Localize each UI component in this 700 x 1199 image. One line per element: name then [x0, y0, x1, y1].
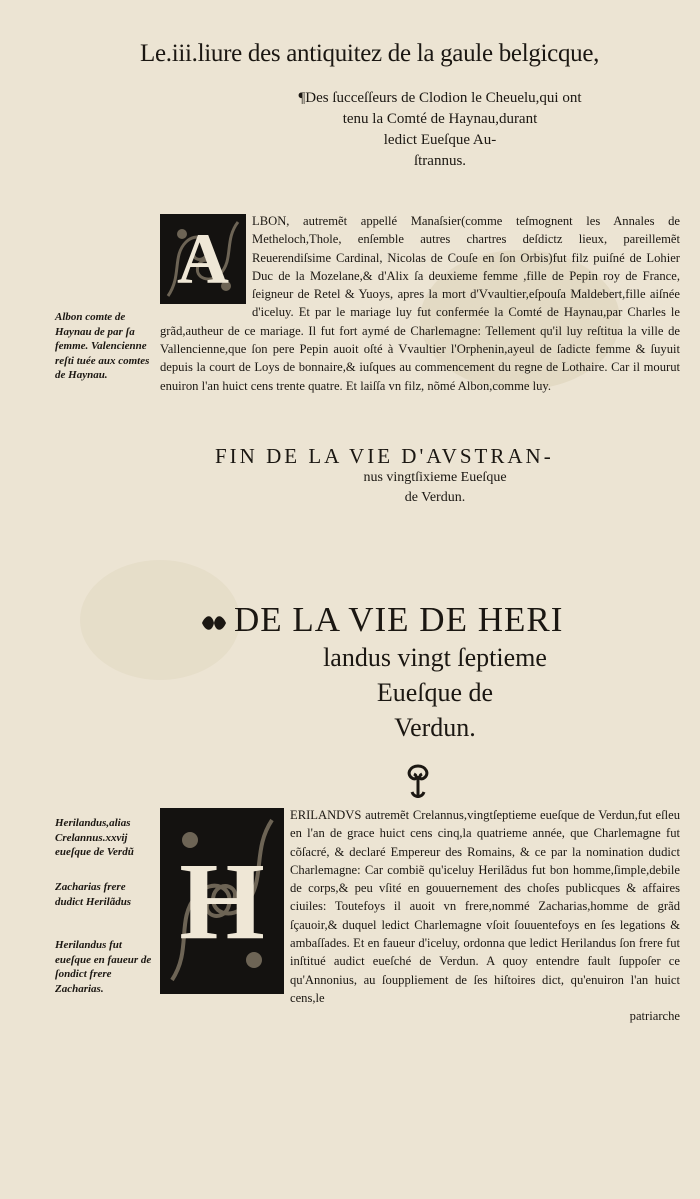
paragraph-herilandus: [160, 806, 680, 1026]
paragraph-albon: [160, 212, 680, 395]
subtitle-line: ledict Eueſque Au-: [383, 132, 497, 148]
chapter-title: [200, 600, 670, 745]
fin-heading: FIN DE LA VIE D'AVSTRAN-: [215, 444, 554, 468]
fin-subheading: [280, 468, 590, 508]
paragraph-text: LBON, autremẽt appellé Manaſsier(comme teſmognent les Annales de Metheloch,Thole, enſemble autres chartres deſdictz lieux, pareillemẽt Reuerendiſsime Cardinal, Nicolas de Couſe en ſon Orbis)fut filz puiſné de Lohier Duc de la Mozelane,& d'Alix ſa deuxieme femme ,fille de Pepin roy de France, ſeigneur de Retel & Yuoys, apres la mort d'Vvaultier,eſpouſa Maldebert,fille aiſnée d'iceluy. Et par le mariage luy fut confermée la Comté de Haynau,par Charles le grãd,autheur de ce mariage. Il fut fort aymé de Charlemagne: Tellement qu'il luy reſtitua la ville de Vallencienne,que ſon pere Pepin auoit oſté à Vvaultier l'Orphenin,ayeul de ſadicte femme & ſuyuit depuis la court de Loys de bonnaire,& iuſques au commencement du regne de Lothaire. Car il mourut enuiron l'an huict cens trente quatre. Et laiſſa vn filz, nõmé Albon,comme luy.: [160, 214, 680, 393]
decorated-initial-h: H: [160, 808, 284, 994]
subtitle-line: tenu la Comté de Haynau,durant: [342, 111, 538, 127]
subtitle-line: ſtrannus.: [413, 153, 467, 169]
decorated-initial-a: A: [160, 214, 246, 304]
fin-line: nus vingtſixieme Eueſque: [363, 470, 507, 485]
margin-note-albon: Albon comte de Haynau de par ſa femme. Valencienne reſti tuée aux comtes de Haynau.: [55, 311, 150, 381]
paragraph-text: ERILANDVS autremẽt Crelannus,vingtſeptieme eueſque de Verdun,fut eſleu en l'an de grace huict cens cinq,la quatrieme année, que Charlemagne fut cõſacré, & declaré Empereur des Romains, & ce par la nomination dudict Charlemagne: Car combiẽ qu'iceluy Herilãdus fut bon homme,ſimple,debile de corps,& peu vſité en gouuernement des choſes publicques & affaires ciuiles: Toutefoys il auoit vn frere,nommé Zacharias,homme de grãd ſçauoir,& duquel ledict Charlemagne vſoit ſouuentefoys en ſes legations & ambaſſades. Et en faueur d'iceluy, ordonna que ledict Herilandus ſon frere fut inſtitué audict eueſché de Verdun. A quoy entendre fault ſuppoſer ce qu'Annonius, au ſouppliement de ſes hiſtoires dict, qu'enuiron l'an huict cens,le: [290, 808, 680, 1005]
fleuron-icon: [200, 612, 228, 634]
chapter-title-line: Eueſque de: [376, 678, 494, 707]
fin-line: de Verdun.: [404, 490, 466, 505]
catchword: patriarche: [629, 1009, 680, 1024]
chapter-title-line: DE LA VIE DE HERI: [200, 600, 670, 640]
subtitle-line: ¶Des ſucceſſeurs de Clodion le Cheuelu,qui ont: [298, 90, 582, 106]
chapter-title-line: Verdun.: [394, 713, 476, 742]
margin-note-zacharias: Zacharias frere dudict Herilãdus: [55, 881, 132, 908]
chapter-title-line: landus vingt ſeptieme: [323, 643, 547, 672]
margin-note-herilandus: Herilandus,alias Crelannus.xxvij eueſque de Verdũ: [55, 817, 134, 858]
running-head: Le.iii.liure des antiquitez de la gaule belgicque,: [140, 40, 600, 67]
margin-note-faueur: Herilandus fut eueſque en faueur de ſondict frere Zacharias.: [55, 939, 152, 995]
fleuron-ornament-icon: [400, 762, 436, 802]
chapter-subtitle: [230, 88, 650, 172]
pilcrow-icon: ¶: [298, 90, 306, 106]
